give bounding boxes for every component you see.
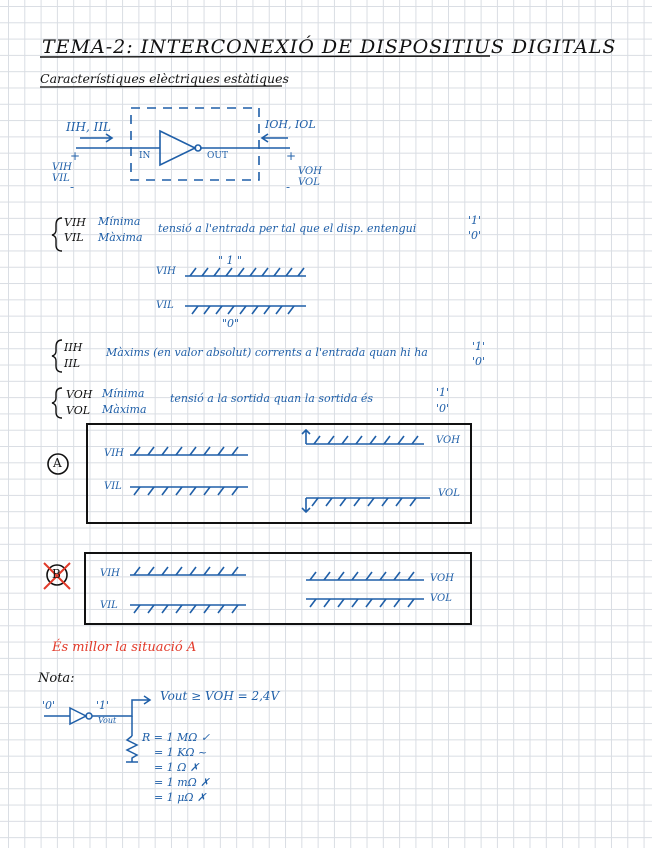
def2-v1: '1'	[472, 340, 486, 353]
note-resistance-1: R = 1 MΩ ✓	[142, 731, 211, 744]
case-a-vih: VIH	[104, 448, 124, 459]
vol-label: VOL	[298, 177, 320, 188]
case-a-voh: VOH	[436, 435, 460, 446]
note-input-value: '0'	[42, 699, 56, 712]
conclusion-text: És millor la situació A	[52, 640, 197, 655]
level-zero-label: "0"	[222, 317, 240, 330]
brace-3	[52, 388, 62, 418]
def3-v1: '1'	[436, 386, 450, 399]
def2-sym1: IIH	[64, 341, 83, 354]
case-a-vol: VOL	[438, 488, 460, 499]
def1-sym1: VIH	[64, 216, 86, 229]
def3-w2: Màxima	[102, 403, 147, 416]
vil-hatch	[192, 306, 294, 314]
input-current-arrow	[80, 134, 112, 142]
level-vih-label: VIH	[156, 266, 176, 277]
input-minus: -	[70, 180, 75, 194]
brace-1	[52, 218, 62, 251]
vih-hatch	[190, 268, 304, 276]
brace-2	[52, 340, 62, 372]
level-vil-label: VIL	[156, 300, 174, 311]
subtitle-underline	[40, 86, 282, 87]
level-lines	[185, 268, 306, 314]
voh-label: VOH	[298, 166, 322, 177]
vil-label: VIL	[52, 173, 70, 184]
def2-text: Màxims (en valor absolut) corrents a l'entrada quan hi ha	[106, 346, 428, 359]
note-resistance-5: = 1 μΩ ✗	[154, 791, 207, 804]
def1-v1: '1'	[468, 214, 482, 227]
def1-text: tensió a l'entrada per tal que el disp. entengui	[158, 222, 417, 235]
note-resistance-2: = 1 KΩ ~	[154, 746, 208, 759]
output-current-arrow	[262, 134, 288, 142]
def1-v0: '0'	[468, 229, 482, 242]
def2-v0: '0'	[472, 355, 486, 368]
case-a-label: A	[53, 456, 62, 470]
case-a-vil: VIL	[104, 481, 122, 492]
vih-label: VIH	[52, 162, 72, 173]
case-b-label: B	[52, 567, 61, 581]
output-current-label: IOH, IOL	[265, 118, 316, 131]
note-resistance-4: = 1 mΩ ✗	[154, 776, 210, 789]
case-a-box	[86, 423, 472, 524]
note-label: Nota:	[38, 671, 75, 686]
def3-sym2: VOL	[66, 404, 91, 417]
def1-sym2: VIL	[64, 231, 84, 244]
note-formula: Vout ≥ VOH = 2,4V	[160, 689, 280, 703]
input-current-label: IIH, IIL	[66, 120, 112, 134]
output-plus: +	[286, 149, 297, 163]
note-resistance-3: = 1 Ω ✗	[154, 761, 200, 774]
case-b-vih: VIH	[100, 568, 120, 579]
case-b-vil: VIL	[100, 600, 118, 611]
level-one-label: " 1 "	[218, 254, 243, 267]
def3-text: tensió a la sortida quan la sortida és	[170, 392, 374, 405]
inverter-triangle	[160, 131, 195, 165]
note-vout-label: Vout	[98, 716, 117, 725]
output-minus: -	[286, 180, 291, 194]
def2-sym2: IIL	[64, 357, 80, 370]
case-b-box	[84, 552, 472, 625]
inverter-diagram	[76, 108, 290, 180]
input-plus: +	[70, 149, 81, 163]
def3-v0: '0'	[436, 402, 450, 415]
braces	[52, 218, 62, 418]
case-b-voh: VOH	[430, 573, 454, 584]
page-subtitle: Característiques elèctriques estàtiques	[40, 71, 289, 86]
page-title: TEMA-2: INTERCONEXIÓ DE DISPOSITIUS DIGITALS	[42, 36, 617, 58]
note-output-value: '1'	[96, 699, 110, 712]
case-b-vol: VOL	[430, 593, 452, 604]
device-dashed-box	[131, 108, 259, 180]
def1-w1: Mínima	[98, 215, 141, 228]
def3-w1: Mínima	[102, 387, 145, 400]
in-pin-label: IN	[139, 151, 151, 161]
def3-sym1: VOH	[66, 388, 93, 401]
def1-w2: Màxima	[98, 231, 143, 244]
out-pin-label: OUT	[207, 151, 228, 161]
